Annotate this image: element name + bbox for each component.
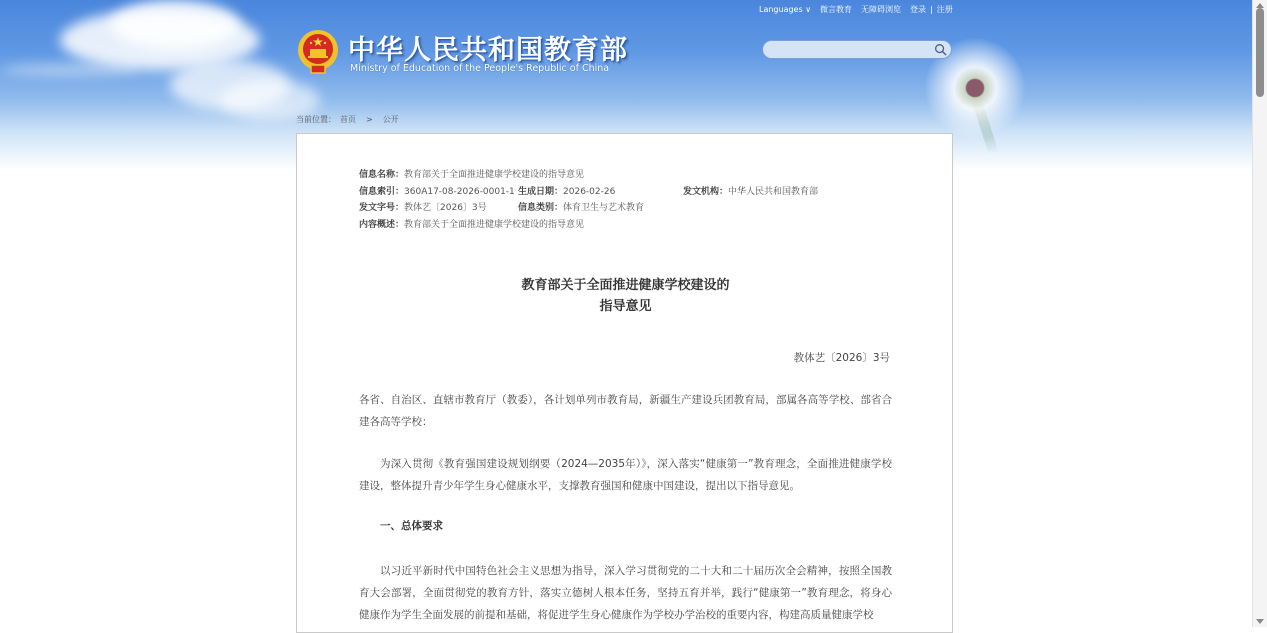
national-emblem-icon — [297, 29, 339, 75]
vertical-scrollbar[interactable] — [1252, 0, 1267, 627]
meta-index-value: 360A17-08-2026-0001-1 — [404, 186, 515, 197]
top-links — [759, 4, 953, 15]
document-title-line1: 教育部关于全面推进健康学校建设的 — [521, 278, 730, 293]
breadcrumb-arrow-icon: > — [366, 115, 373, 124]
section-paragraph: 以习近平新时代中国特色社会主义思想为指导，深入学习贯彻党的二十大和二十届历次全会精神，按照全国教育大会部署，全面贯彻党的教育方针，落实立德树人根本任务，坚持五育并举，践行“健康第一”教育理念，将身心健康作为学生全面发展的前提和基础，将促进学生身心健康作为学校办学治校的重要内容，构建高质量健康学校 — [359, 565, 892, 621]
link-separator: | — [930, 5, 933, 14]
meta-row-name — [359, 167, 839, 184]
cloud-decoration — [0, 65, 140, 75]
meta-category-value: 体育卫生与艺术教育 — [563, 203, 645, 213]
accessibility-link[interactable]: 无障碍浏览 — [861, 5, 902, 14]
meta-summary-label: 内容概述： — [359, 219, 405, 230]
document-title-line2: 指导意见 — [599, 299, 652, 314]
breadcrumb — [296, 114, 399, 125]
breadcrumb-home[interactable]: 首页 — [340, 115, 356, 124]
meta-summary-value: 教育部关于全面推进健康学校建设的指导意见 — [404, 219, 585, 230]
search-box — [762, 40, 952, 59]
meta-name-label: 信息名称： — [359, 170, 405, 180]
document-title — [297, 275, 954, 317]
meta-category-label: 信息类别： — [518, 203, 564, 213]
meta-org-label: 发文机构： — [683, 186, 729, 197]
document-metadata — [359, 167, 839, 233]
login-link[interactable]: 登录 — [910, 5, 927, 14]
meta-row-index — [359, 184, 839, 201]
meta-row-summary — [359, 217, 839, 234]
recipients-paragraph: 各省、自治区、直辖市教育厅（教委），各计划单列市教育局，新疆生产建设兵团教育局，部属各高等学校、部省合建各高等学校： — [359, 394, 892, 428]
section-heading: 一、总体要求 — [380, 520, 443, 532]
search-icon[interactable] — [934, 43, 947, 56]
cloud-decoration — [110, 0, 240, 50]
document-number: 教体艺〔2026〕3号 — [793, 352, 890, 364]
intro-paragraph: 为深入贯彻《教育强国建设规划纲要（2024—2035年）》，深入落实“健康第一”教育理念，全面推进健康学校建设，整体提升青少年学生身心健康水平，支撑教育强国和健康中国建设，提出以下指导意见。 — [359, 458, 892, 492]
meta-org-value: 中华人民共和国教育部 — [728, 186, 819, 197]
document-panel — [296, 133, 953, 633]
site-logo-subtitle: Ministry of Education of the People's Republic of China — [350, 63, 610, 74]
scrollbar-thumb[interactable] — [1256, 8, 1264, 97]
meta-index-label: 信息索引： — [359, 186, 405, 197]
breadcrumb-label: 当前位置： — [296, 115, 336, 124]
search-input[interactable] — [771, 44, 935, 63]
meta-date-value: 2026-02-26 — [563, 186, 616, 197]
register-link[interactable]: 注册 — [936, 5, 953, 14]
languages-link[interactable]: Languages ∨ — [759, 5, 812, 14]
meta-docnum-value: 教体艺〔2026〕3号 — [404, 203, 487, 213]
wechat-link[interactable]: 微言教育 — [820, 5, 853, 14]
breadcrumb-public[interactable]: 公开 — [382, 115, 399, 124]
scroll-down-arrow-icon[interactable] — [1256, 619, 1264, 624]
meta-docnum-label: 发文字号： — [359, 203, 405, 213]
meta-row-docnum — [359, 200, 839, 217]
site-logo-title[interactable]: 中华人民共和国教育部 — [348, 35, 628, 66]
meta-name-value: 教育部关于全面推进健康学校建设的指导意见 — [404, 170, 585, 180]
meta-date-label: 生成日期： — [518, 186, 564, 197]
